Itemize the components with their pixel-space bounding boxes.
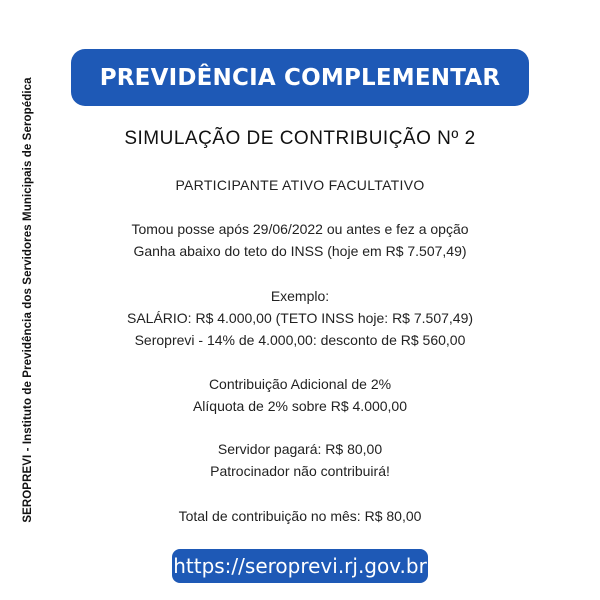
description-line-2: Ganha abaixo do teto do INSS (hoje em R$ 7.507,49) — [133, 243, 467, 259]
description-line-1: Tomou posse após 29/06/2022 ou antes e fez a opção — [131, 221, 469, 237]
banner-title: PREVIDÊNCIA COMPLEMENTAR — [99, 64, 501, 91]
website-link[interactable] — [172, 549, 428, 583]
simulation-subtitle: SIMULAÇÃO DE CONTRIBUIÇÃO Nº 2 — [124, 128, 476, 149]
example-heading: Exemplo: — [270, 288, 330, 304]
additional-contribution-rate: Alíquota de 2% sobre R$ 4.000,00 — [192, 398, 408, 414]
additional-contribution-heading: Contribuição Adicional de 2% — [208, 376, 392, 392]
monthly-total: Total de contribuição no mês: R$ 80,00 — [178, 508, 422, 524]
servidor-payment: Servidor pagará: R$ 80,00 — [217, 441, 383, 457]
example-salary: SALÁRIO: R$ 4.000,00 (TETO INSS hoje: R$ 7.507,49) — [126, 310, 474, 326]
website-url[interactable]: https://seroprevi.rj.gov.br — [173, 554, 427, 578]
institute-side-label: SEROPREVI - Instituto de Previdência dos Servidores Municipais de Seropédica — [22, 77, 34, 523]
title-banner — [71, 49, 529, 106]
example-seroprevi-discount: Seroprevi - 14% de 4.000,00: desconto de R$ 560,00 — [134, 332, 466, 348]
patrocinador-note: Patrocinador não contribuirá! — [210, 463, 390, 479]
participant-category: PARTICIPANTE ATIVO FACULTATIVO — [175, 177, 425, 193]
